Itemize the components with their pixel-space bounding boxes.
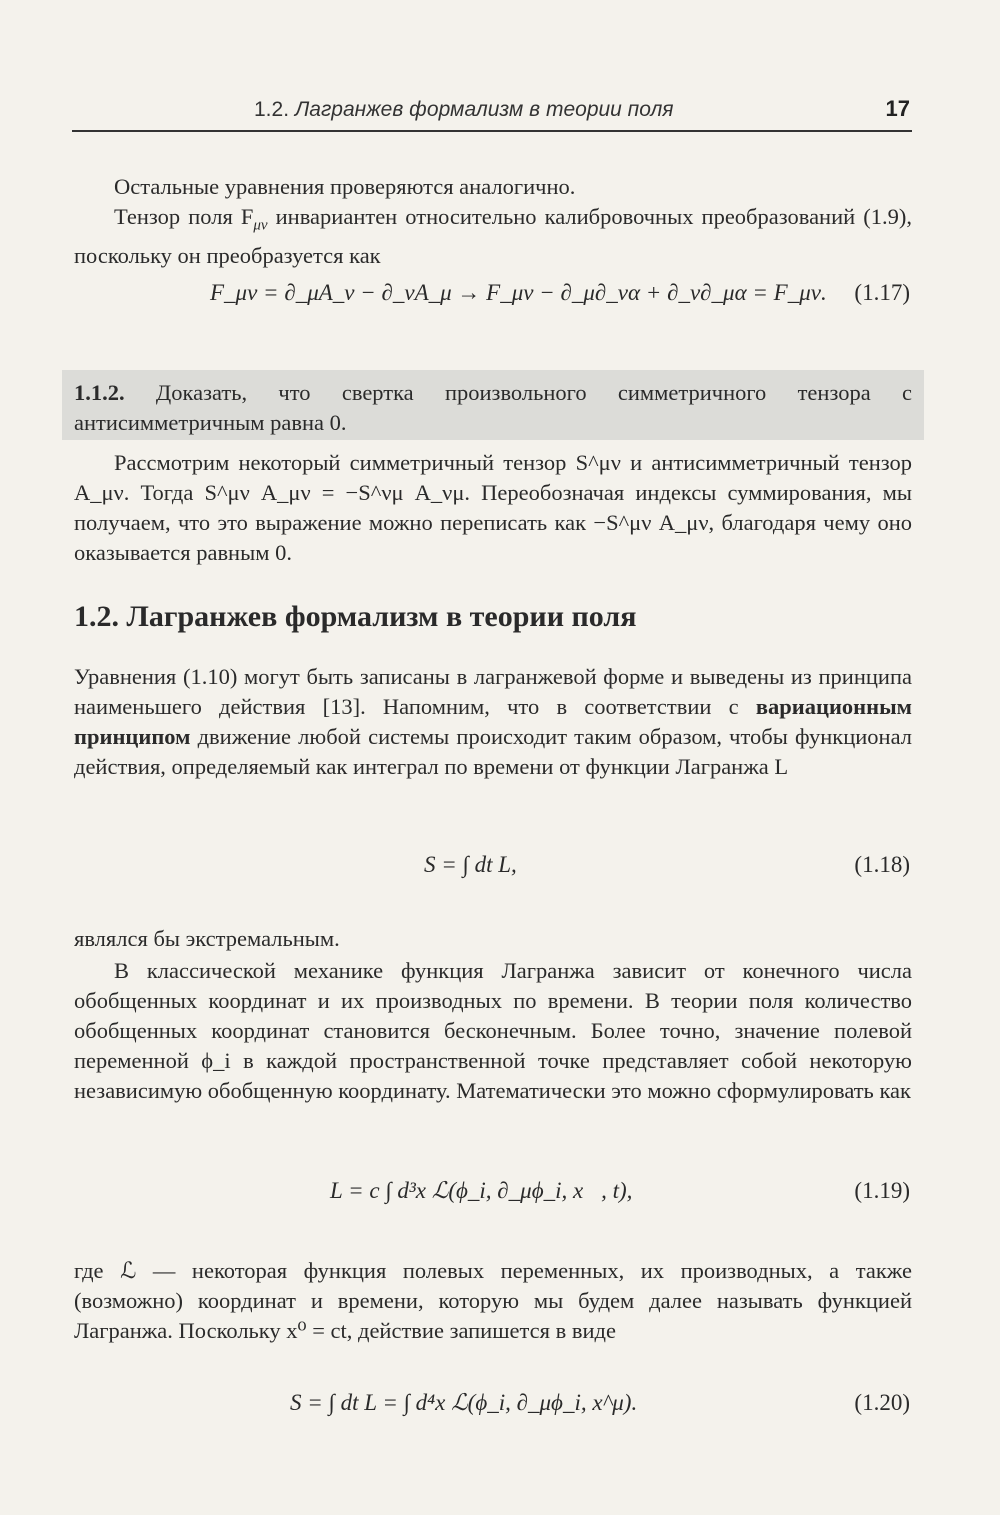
page-number: 17 bbox=[885, 96, 910, 121]
equation-1-17: F_μν = ∂_μA_ν − ∂_νA_μ → F_μν − ∂_μ∂_να + ∂_ν∂_μα = F_μν. (1.17) bbox=[210, 280, 910, 305]
paragraph: где ℒ — некоторая функция полевых переменных, их производных, а также (возможно) координат и времени, которую мы будем далее называть функцией Лагранжа. Поскольку x⁰ = ct, действие запишется в виде bbox=[74, 1258, 912, 1343]
equation-1-20: S = ∫ dt L = ∫ d⁴x ℒ(ϕ_i, ∂_μϕ_i, x^μ). (1.20) bbox=[290, 1390, 910, 1415]
paragraph: являлся бы экстремальным. bbox=[74, 926, 340, 951]
problem-box bbox=[62, 370, 924, 440]
equation-1-19: L = c ∫ d³x ℒ(ϕ_i, ∂_μϕ_i, x⃗, t), (1.19) bbox=[330, 1178, 910, 1203]
section-title: 1.2. Лагранжев формализм в теории поля bbox=[74, 600, 637, 633]
paragraph: Тензор поля $F_{\mu\nu}$ инвариантен относительно калибровочных преобразований (1.9), поскольку он преобразуется как bbox=[74, 204, 912, 268]
solution-paragraph: Рассмотрим некоторый симметричный тензор S^μν и антисимметричный тензор A_μν. Тогда S^μν A_μν = −S^νμ A_νμ. Переобозначая индексы суммирования, мы получаем, что это выражение можно переписать как −S^μν A_μν, благодаря чему оно оказывается равным 0. bbox=[74, 450, 912, 565]
paragraph: Уравнения (1.10) могут быть записаны в лагранжевой форме и выведены из принципа наименьшего действия [13]. Напомним, что в соответствии с вариационным принципом движение любой системы происходит таким образом, чтобы функционал действия, определяемый как интеграл по времени от функции Лагранжа L bbox=[74, 664, 912, 779]
paragraph: Остальные уравнения проверяются аналогично. bbox=[114, 174, 576, 199]
problem-statement: 1.1.2. Доказать, что свертка произвольного симметричного тензора с антисимметричным равна 0. bbox=[74, 380, 912, 435]
running-header bbox=[72, 98, 912, 132]
paragraph: В классической механике функция Лагранжа зависит от конечного числа обобщенных координат и их производных по времени. В теории поля количество обобщенных координат становится бесконечным. Более точно, значение полевой переменной ϕ_i в каждой пространственной точке представляет собой некоторую независимую обобщенную координату. Математически это можно сформулировать как bbox=[74, 958, 912, 1103]
running-title: 1.2. Лагранжев формализм в теории поля bbox=[254, 98, 674, 121]
equation-1-18: S = ∫ dt L, (1.18) bbox=[424, 852, 910, 877]
